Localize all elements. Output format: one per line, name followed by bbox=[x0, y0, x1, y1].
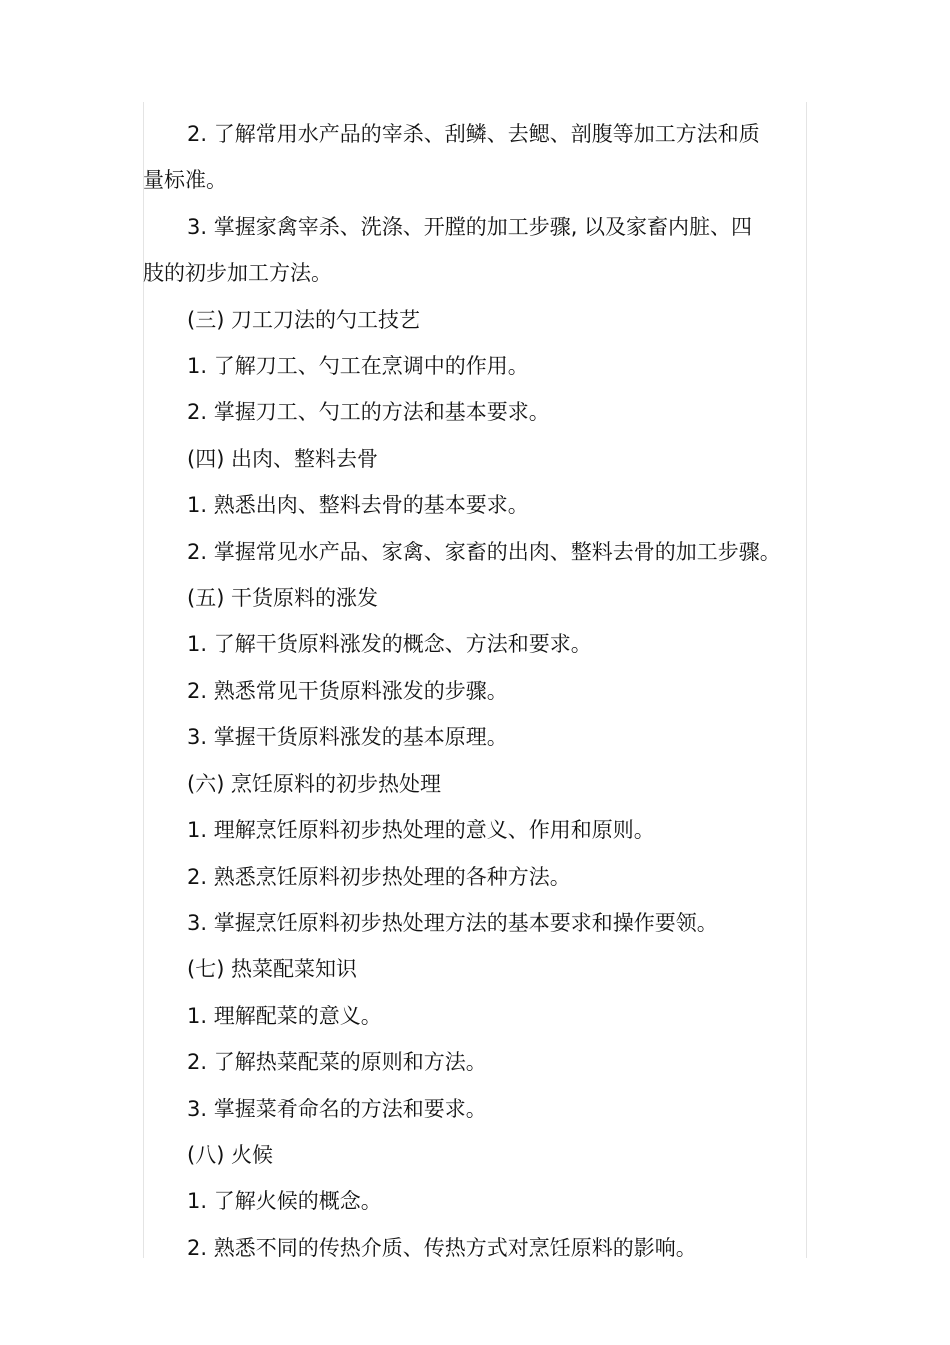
list-item: 1. 熟悉出肉、整料去骨的基本要求。 bbox=[187, 493, 529, 518]
section-heading: (四) 出肉、整料去骨 bbox=[187, 446, 379, 471]
list-item: 1. 理解配菜的意义。 bbox=[187, 1003, 382, 1028]
list-item: 3. 掌握菜肴命名的方法和要求。 bbox=[187, 1096, 487, 1121]
list-item: 1. 了解刀工、勺工在烹调中的作用。 bbox=[187, 354, 529, 379]
list-item: 3. 掌握烹饪原料初步热处理方法的基本要求和操作要领。 bbox=[187, 910, 718, 935]
list-item: 1. 理解烹饪原料初步热处理的意义、作用和原则。 bbox=[187, 818, 655, 843]
list-item: 2. 熟悉常见干货原料涨发的步骤。 bbox=[187, 678, 508, 703]
list-item: 1. 了解火候的概念。 bbox=[187, 1189, 382, 1214]
list-item: 2. 掌握常见水产品、家禽、家畜的出肉、整料去骨的加工步骤。 bbox=[187, 539, 781, 564]
paragraph-line: 量标准。 bbox=[143, 168, 227, 193]
section-heading: (三) 刀工刀法的勺工技艺 bbox=[187, 307, 421, 332]
list-item: 2. 了解热菜配菜的原则和方法。 bbox=[187, 1050, 487, 1075]
document-body bbox=[143, 111, 783, 1271]
section-heading: (七) 热菜配菜知识 bbox=[187, 957, 358, 982]
list-item: 2. 掌握刀工、勺工的方法和基本要求。 bbox=[187, 400, 550, 425]
paragraph-line: 3. 掌握家禽宰杀、洗涤、开膛的加工步骤, 以及家畜内脏、四 bbox=[187, 214, 753, 239]
list-item: 1. 了解干货原料涨发的概念、方法和要求。 bbox=[187, 632, 592, 657]
list-item: 2. 熟悉烹饪原料初步热处理的各种方法。 bbox=[187, 864, 571, 889]
paragraph-line: 肢的初步加工方法。 bbox=[143, 261, 332, 286]
section-heading: (五) 干货原料的涨发 bbox=[187, 586, 379, 611]
list-item: 2. 熟悉不同的传热介质、传热方式对烹饪原料的影响。 bbox=[187, 1235, 697, 1260]
section-heading: (六) 烹饪原料的初步热处理 bbox=[187, 771, 442, 796]
list-item: 3. 掌握干货原料涨发的基本原理。 bbox=[187, 725, 508, 750]
section-heading: (八) 火候 bbox=[187, 1142, 274, 1167]
paragraph-line: 2. 了解常用水产品的宰杀、刮鳞、去鳃、剖腹等加工方法和质 bbox=[187, 122, 760, 146]
page-border-right bbox=[806, 102, 807, 1258]
